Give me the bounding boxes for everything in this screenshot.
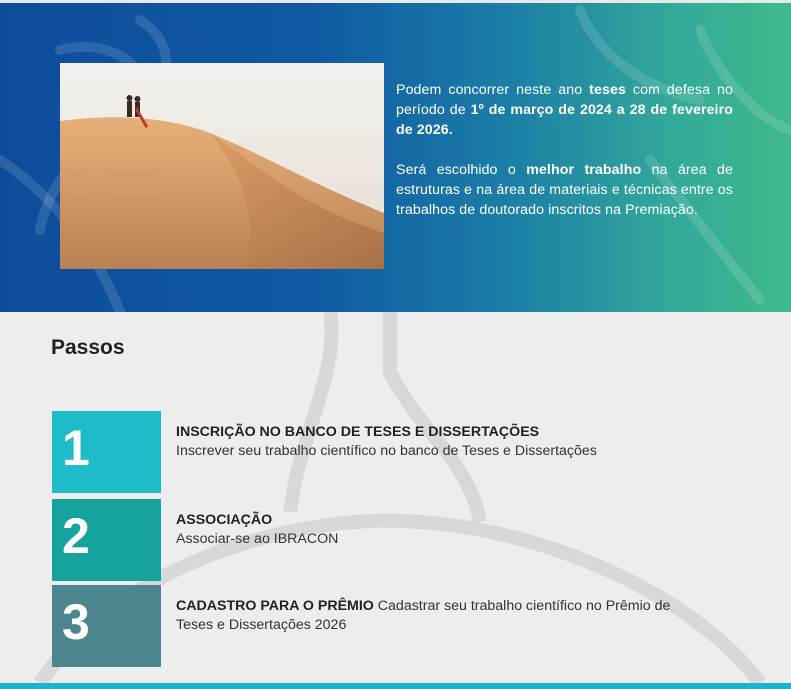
- step-3[interactable]: [52, 585, 752, 667]
- hero-description: [396, 80, 733, 220]
- hero-banner: [0, 0, 791, 312]
- bottom-accent-bar: [0, 683, 791, 689]
- desert-photo: [60, 63, 384, 269]
- step-number: 1: [52, 411, 161, 493]
- step-description: Associar-se ao IBRACON: [176, 531, 339, 547]
- step-description: Cadastrar seu trabalho científico no Prêmio de Teses e Dissertações 2026: [176, 598, 671, 633]
- step-number: 2: [52, 499, 161, 581]
- step-text: [176, 423, 696, 461]
- step-2[interactable]: [52, 499, 752, 581]
- step-text: [176, 511, 696, 549]
- step-title: ASSOCIAÇÃO: [176, 512, 273, 528]
- step-text: [176, 597, 696, 635]
- step-title: CADASTRO PARA O PRÊMIO: [176, 598, 374, 614]
- step-number: 3: [52, 585, 161, 667]
- step-title: INSCRIÇÃO NO BANCO DE TESES E DISSERTAÇÕES: [176, 424, 540, 440]
- step-1[interactable]: [52, 411, 752, 493]
- steps-title: Passos: [51, 336, 125, 359]
- eligibility-paragraph: Podem concorrer neste ano teses com defesa no período de 1º de março de 2024 a 28 de fevereiro de 2026.: [396, 82, 734, 138]
- selection-paragraph: Será escolhido o melhor trabalho na área de estruturas e na área de materiais e técnicas entre os trabalhos de doutorado inscritos na Premiação.: [396, 162, 734, 218]
- step-description: Inscrever seu trabalho científico no banco de Teses e Dissertações: [176, 443, 597, 459]
